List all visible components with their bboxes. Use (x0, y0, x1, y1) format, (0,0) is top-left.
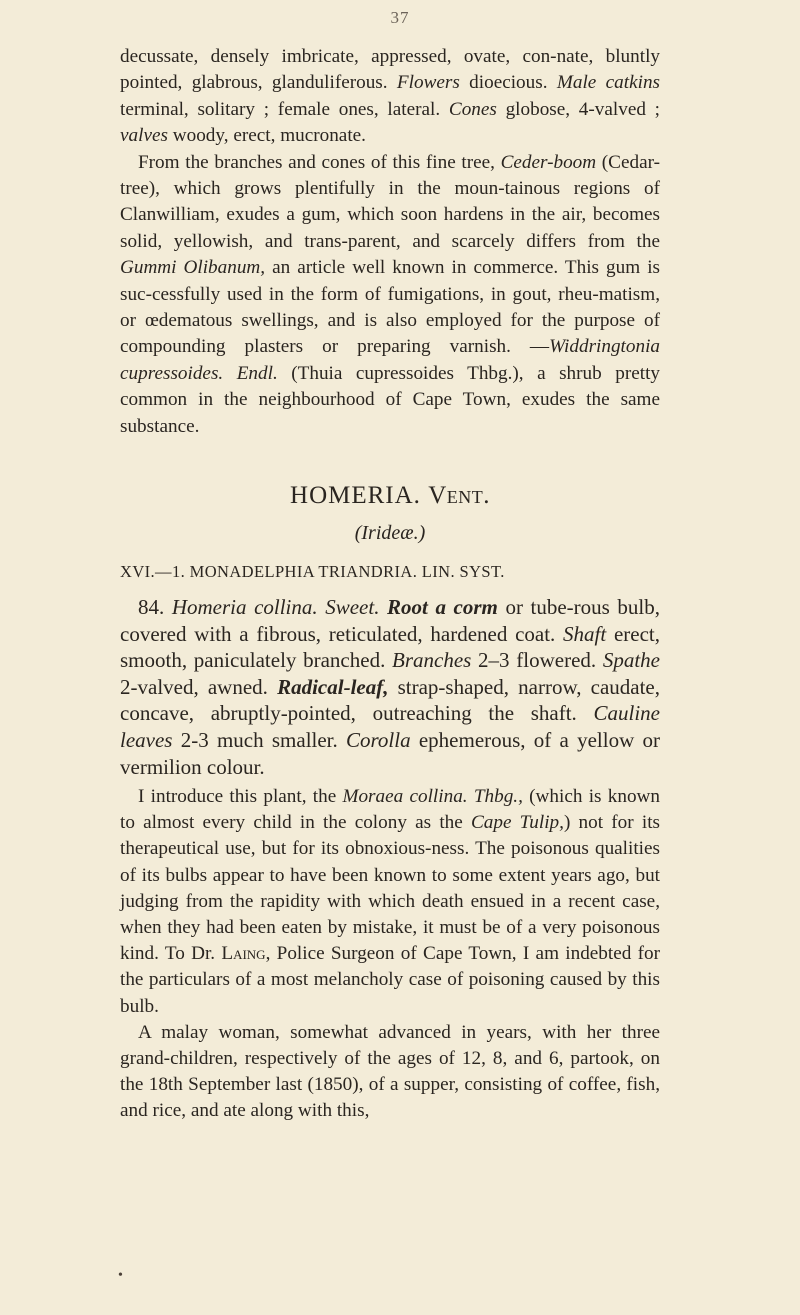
small-caps-name: Laing, (221, 943, 271, 965)
ink-speck: • (118, 1268, 123, 1283)
italic-term: Gummi Olibanum, (120, 257, 266, 279)
text-run: I introduce this plant, the (138, 786, 343, 807)
linnaean-classification: XVI.—1. MONADELPHIA TRIANDRIA. LIN. SYST. (120, 562, 505, 581)
text-block-species (120, 594, 660, 780)
genus-author: Vent. (428, 482, 490, 509)
italic-term: Cones (448, 98, 497, 120)
italic-term: Branches (392, 648, 472, 673)
italic-term: Ceder-boom (500, 151, 597, 173)
italic-term: Sweet. (325, 595, 380, 619)
text-run: an article well known in commerce. This gum is suc-cessfully used in the form of fumigations, in gout, rheu-matism, or œdematous swellings, and is also employed for the purpose of compounding plasters or preparing varnish. — (120, 257, 660, 358)
paragraph-cedarboom (120, 150, 660, 440)
bold-italic-term: Radical-leaf, (277, 674, 389, 699)
genus-name: HOMERIA. (290, 482, 421, 509)
text-run: (Thuia cupressoides Thbg.), a shrub pretty common in the neighbourhood of Cape Town, exudes the same substance. (120, 362, 660, 437)
text-run: Police Surgeon of Cape Town, I am indebted for the particulars of a most melancholy case of poisoning caused by this bulb. (120, 943, 660, 1017)
italic-term: Spathe (602, 648, 660, 673)
italic-term: Shaft (563, 621, 607, 646)
text-run: 2-valved, awned. (120, 674, 278, 699)
italic-term: Flowers (396, 72, 460, 94)
italic-term: Cauline leaves (120, 701, 660, 752)
text-run: woody, erect, mucronate. (167, 125, 366, 147)
text-run: or tube-rous bulb, covered with a fibrous, reticulated, hardened coat. (120, 595, 660, 646)
paragraph-introduce (120, 784, 660, 1020)
page-number: 37 (390, 8, 410, 27)
text-block-upper (120, 44, 660, 440)
italic-term: Male catkins (556, 72, 660, 94)
text-run: 2-3 much smaller. (172, 727, 347, 752)
text-run: ) not for its therapeutical use, but for its obnoxious-ness. The poisonous qualities of its bulbs appear to have been known to some extent years ago, but judging from the rapidity with which death ensued in a recent case, when they had been eaten by mistake, it must be of a very poisonous kind. To Dr. (120, 812, 660, 965)
italic-term: Homeria collina. (171, 595, 318, 619)
text-run: globose, 4-valved ; (496, 98, 660, 120)
italic-term: Moraea collina. Thbg., (342, 786, 523, 807)
italic-term: Corolla (346, 727, 411, 752)
text-run: dioecious. (459, 72, 557, 94)
text-run: A malay woman, somewhat advanced in years, with her three grand-children, respectively of the ages of 12, 8, and 6, partook, on the 18th September last (1850), of a supper, consisting of coffee, fish, and rice, and ate along with this, (120, 1021, 660, 1122)
paragraph-species-description (120, 594, 660, 780)
text-run: terminal, solitary ; female ones, lateral. (120, 98, 449, 120)
paragraph-malay-woman (120, 1020, 660, 1125)
genus-heading (120, 482, 660, 510)
italic-term: valves (120, 125, 168, 147)
italic-term: Widdringtonia cupressoides. Endl. (120, 336, 660, 384)
text-run: 2–3 flowered. (471, 648, 603, 673)
bold-italic-term: Root a corm (387, 595, 498, 619)
italic-term: Cape Tulip, (470, 812, 564, 834)
text-run: 84. (138, 595, 172, 619)
text-run: (Cedar-tree), which grows plentifully in the moun-tainous regions of Clanwilliam, exudes a gum, which soon hardens in the air, becomes solid, yellowish, and trans-parent, and scarcely differs from the (120, 151, 660, 252)
text-run: From the branches and cones of this fine tree, (138, 151, 501, 173)
text-run: (which is known to almost every child in the colony as the (120, 786, 660, 834)
text-run: strap-shaped, narrow, caudate, concave, abruptly-pointed, outreaching the shaft. (120, 674, 661, 726)
family-heading: (Irideæ.) (354, 522, 426, 544)
text-run: ephemerous, of a yellow or vermilion colour. (120, 727, 660, 779)
text-block-lower (120, 784, 660, 1125)
text-run: erect, smooth, paniculately branched. (120, 621, 660, 673)
text-run (379, 595, 387, 619)
text-run: decussate, densely imbricate, appressed, ovate, con-nate, bluntly pointed, glabrous, glanduliferous. (120, 46, 660, 94)
paragraph-cones-description (120, 44, 660, 150)
